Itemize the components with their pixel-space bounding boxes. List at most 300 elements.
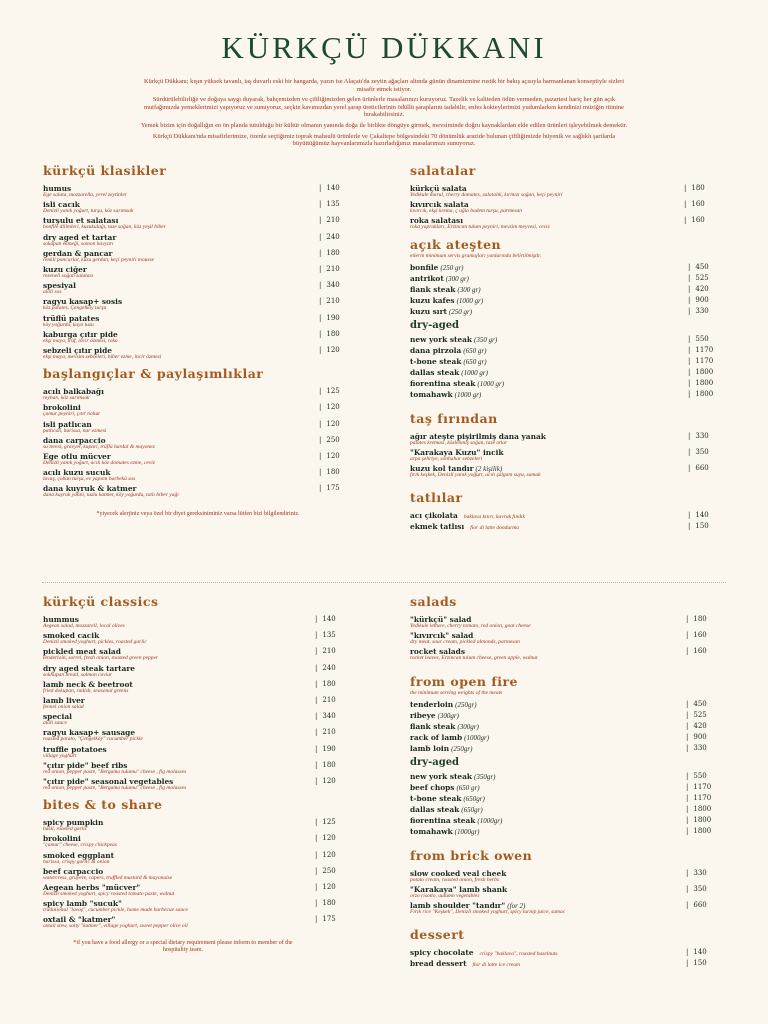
item-price (688, 357, 713, 365)
menu-item (410, 296, 720, 305)
menu-item-row (410, 700, 720, 709)
item-price (319, 484, 340, 492)
menu-item (410, 216, 720, 230)
price-value: 350 (693, 884, 707, 893)
item-price (686, 722, 707, 730)
price-value: 240 (326, 232, 340, 241)
language-divider (42, 582, 726, 583)
price-separator: | (688, 389, 691, 398)
item-price (686, 794, 711, 802)
item-description: basil, roasted garlic (43, 826, 88, 833)
item-price (315, 615, 336, 623)
price-separator: | (686, 647, 689, 656)
section-title: kürkçü klasikler (43, 163, 167, 178)
item-description: fried dokupan, radish, seasonal greens (43, 687, 129, 694)
item-weight: (2 kişilik) (475, 465, 503, 474)
item-weight: (1000 gr) (456, 296, 484, 305)
item-price (688, 274, 709, 282)
item-name: rack of lamb (410, 732, 463, 742)
item-name: truffle potatoes (43, 744, 107, 754)
item-weight: (300gr) (437, 711, 459, 720)
menu-item (410, 816, 720, 825)
price-separator: | (686, 948, 689, 957)
menu-item (410, 464, 720, 478)
menu-item (410, 901, 720, 915)
menu-item (410, 959, 720, 968)
item-description: tenderloin, sorrel, fresh onion, roasted green pepper (43, 655, 159, 662)
item-price (319, 216, 340, 224)
price-value: 190 (326, 313, 340, 322)
item-weight: (650gr) (461, 805, 483, 814)
item-price (688, 285, 709, 293)
price-value: 1800 (695, 389, 714, 398)
price-separator: | (686, 699, 689, 708)
item-name: turşulu et salatası (43, 216, 119, 226)
menu-item (410, 448, 720, 462)
menu-item (410, 794, 720, 803)
item-price (686, 783, 711, 791)
item-weight: (650 gr) (463, 346, 487, 355)
price-separator: | (686, 826, 689, 835)
menu-item (43, 728, 355, 742)
item-description: ekşi maya, mevsim sebzeleri, biber ezme, incir özmesi (43, 354, 162, 361)
menu-item (43, 265, 355, 279)
menu-item-row (410, 263, 720, 272)
price-separator: | (315, 866, 318, 875)
price-value: 160 (693, 631, 707, 640)
price-value: 150 (695, 522, 709, 531)
section (43, 366, 355, 498)
price-separator: | (315, 760, 318, 769)
price-separator: | (686, 631, 689, 640)
item-price (319, 184, 340, 192)
item-price (319, 452, 340, 460)
menu-item (410, 869, 720, 883)
menu-item (43, 184, 355, 198)
price-separator: | (684, 216, 687, 225)
price-value: 140 (326, 184, 340, 192)
price-value: 1170 (695, 345, 714, 354)
section (410, 674, 720, 836)
menu-item (410, 783, 720, 792)
section-note: the minimum serving weights of the meats (410, 689, 503, 696)
price-separator: | (684, 184, 687, 192)
menu-item (43, 761, 355, 775)
menu-item (43, 867, 355, 881)
menu-item (43, 436, 355, 450)
item-name: tomahawk (410, 826, 453, 836)
price-separator: | (319, 387, 322, 396)
menu-item-row (410, 783, 720, 792)
menu-item (410, 631, 720, 645)
menu-item (43, 851, 355, 865)
price-value: 180 (691, 184, 705, 192)
menu-item (43, 712, 355, 726)
price-value: 660 (693, 901, 707, 910)
price-separator: | (319, 313, 322, 322)
item-price (315, 696, 336, 704)
item-name: slow cooked veal cheek (410, 868, 507, 878)
menu-item (43, 452, 355, 466)
price-separator: | (688, 447, 691, 456)
price-separator: | (688, 431, 691, 440)
item-price (315, 777, 336, 785)
price-separator: | (319, 403, 322, 412)
price-value: 180 (693, 615, 707, 623)
item-name: brokolini (43, 403, 81, 413)
price-value: 1800 (693, 804, 712, 813)
item-price (686, 827, 711, 835)
item-description: çamur peyniri, çıtır nohut (43, 411, 100, 418)
price-value: 1800 (695, 378, 714, 387)
item-price (688, 511, 709, 519)
price-value: 1800 (693, 815, 712, 824)
menu-item-row (410, 379, 720, 388)
menu-item (43, 818, 355, 832)
price-value: 175 (326, 484, 340, 493)
item-price (315, 745, 336, 753)
item-price (319, 330, 340, 338)
price-value: 450 (695, 262, 709, 271)
price-value: 120 (326, 419, 340, 428)
menu-item (43, 899, 355, 913)
item-description: dry meat, sour cream, pickled almonds, parmesan (410, 639, 520, 646)
menu-item (410, 885, 720, 899)
item-price (688, 263, 709, 271)
item-weight: (650 gr) (463, 357, 487, 366)
price-value: 1800 (693, 826, 712, 835)
item-weight: (250gr) (455, 700, 477, 709)
menu-item-row (410, 335, 720, 344)
item-price (686, 869, 707, 877)
menu-item (43, 297, 355, 311)
item-description: arpa şehriye, sonbahar sebzeleri (410, 455, 483, 462)
en-left-column (43, 594, 355, 954)
item-description: oxtail stew, salty "katmer", village yoghurt, sweet pepper olive oil (43, 923, 188, 930)
item-name: new york steak (410, 771, 473, 781)
item-description: roka yaprakları, Erzincan tulum peyniri, mevsim meyvesi, ceviz (410, 224, 550, 231)
item-name: kuzu sırt (410, 306, 447, 316)
item-weight: (250gr) (451, 744, 473, 753)
price-value: 180 (326, 248, 340, 257)
item-description: lavaş, çoban turşu, ev yapımı barbekü sos (43, 476, 136, 483)
item-description: patlıcan, harissa, nar ezmesi (43, 427, 107, 434)
price-separator: | (688, 273, 691, 282)
price-value: 340 (322, 712, 336, 721)
menu-item-row (410, 390, 720, 399)
item-name: "kürkçü" salad (410, 615, 472, 624)
item-description: su teresi, gravyer, kapari, trüflü hardal & mayonez (43, 443, 155, 450)
section (410, 411, 720, 479)
price-value: 160 (693, 647, 707, 656)
price-value: 210 (326, 216, 340, 225)
menu-item (43, 631, 355, 645)
item-description: kıvırcık, ekşi krema, ç ağla badem turşu, parmesan (410, 208, 523, 215)
price-value: 250 (322, 866, 336, 875)
item-price (686, 744, 707, 752)
item-name: dallas steak (410, 367, 460, 377)
item-name: lamb neck & beetroot (43, 679, 133, 689)
menu-item (410, 274, 720, 283)
item-price (319, 387, 340, 395)
item-price (688, 346, 713, 354)
item-weight: (1000 gr) (477, 379, 505, 388)
menu-item (43, 777, 355, 791)
section-title: salads (410, 594, 457, 609)
item-price (319, 346, 340, 354)
item-description: rocket leaves, Erzincan tulum cheese, green apple, walnut (410, 655, 538, 662)
menu-item (43, 387, 355, 401)
section (410, 848, 720, 916)
menu-item-row (410, 274, 720, 283)
item-name: dallas steak (410, 804, 460, 814)
price-separator: | (319, 329, 322, 338)
item-description: crispy "baklava", roasted hazelnuts (479, 951, 558, 958)
section (43, 594, 355, 791)
item-description: Yedikule lettuce, cherry tomato, red onion, goat cheese (410, 623, 531, 629)
price-separator: | (688, 378, 691, 387)
item-name: rocket salads (410, 647, 466, 657)
price-value: 120 (326, 346, 340, 355)
menu-item (43, 484, 355, 498)
price-value: 1170 (695, 356, 714, 365)
item-price (319, 436, 340, 444)
item-price (315, 761, 336, 769)
item-name: "Karakaya" lamb shank (410, 884, 508, 894)
item-price (686, 816, 711, 824)
item-price (315, 664, 336, 672)
item-weight: (300gr) (457, 722, 479, 731)
menu-item-row (410, 959, 720, 968)
menu-item-row (410, 296, 720, 305)
price-value: 550 (693, 771, 707, 780)
menu-item (410, 805, 720, 814)
item-description: Ege salata, mozzarella, yerel zeytinler (43, 192, 127, 198)
item-description: bonfile dilimleri, kuzukulağı, taze soğan, köz yeşil biber (43, 224, 166, 231)
item-price (686, 647, 707, 655)
item-price (688, 464, 709, 472)
item-name: ragyu kasap+ sosis (43, 297, 123, 307)
price-separator: | (315, 834, 318, 843)
menu-item (43, 647, 355, 661)
item-price (315, 899, 336, 907)
price-separator: | (688, 464, 691, 473)
item-price (686, 711, 707, 719)
item-name: kürkçü salata (410, 184, 467, 193)
item-weight: (1000 gr) (454, 390, 482, 399)
section-note: etlerin minimum servis gramajları yanlarında belirtilmiştir. (410, 252, 542, 259)
item-price (315, 851, 336, 859)
price-separator: | (686, 884, 689, 893)
menu-item (410, 200, 720, 214)
menu-item (410, 263, 720, 272)
menu-item-row (410, 368, 720, 377)
price-separator: | (688, 356, 691, 365)
price-separator: | (686, 959, 689, 968)
price-separator: | (315, 915, 318, 924)
item-name: flank steak (410, 284, 456, 294)
item-weight: (for 2) (507, 902, 526, 911)
price-separator: | (686, 710, 689, 719)
price-separator: | (686, 901, 689, 910)
item-price (686, 615, 707, 623)
price-value: 450 (693, 699, 707, 708)
menu-item (410, 711, 720, 720)
section-title: from open fire (410, 673, 519, 689)
price-value: 550 (695, 334, 709, 343)
item-description: sokupan ekmeği, somon havyarı (43, 240, 114, 247)
item-name: dana kuyruk & katmer (43, 484, 137, 494)
menu-item (410, 346, 720, 355)
price-value: 120 (322, 834, 336, 843)
item-name: dana pirzola (410, 345, 462, 355)
item-description: roasted potato, "Çengelköy" cucumber pickle (43, 736, 143, 743)
item-description: renkli pancarlar, kuzu gerdan, keçi peyniri mousse (43, 256, 155, 263)
item-weight: (1000gr) (477, 816, 503, 825)
item-description: fior di latte ice cream (472, 962, 520, 969)
price-value: 150 (693, 959, 707, 968)
intro-text (140, 78, 628, 151)
tr-left-column (43, 163, 355, 518)
menu-item (410, 615, 720, 629)
menu-item (43, 420, 355, 434)
item-name: dry aged et tartar (43, 232, 117, 242)
item-price (688, 379, 713, 387)
price-separator: | (688, 295, 691, 304)
price-value: 175 (322, 915, 336, 924)
item-name: kıvırcık salata (410, 200, 469, 210)
item-description: tradational "lavaş", cucumber pickle, home made barbecue sauce (43, 907, 188, 914)
price-separator: | (319, 200, 322, 209)
en-right-column (410, 594, 720, 970)
menu-item (410, 184, 720, 198)
menu-item (43, 680, 355, 694)
item-price (688, 390, 713, 398)
price-separator: | (315, 663, 318, 672)
menu-item (43, 696, 355, 710)
price-separator: | (688, 522, 691, 531)
item-description: orzo risotto, autumn vegetables (410, 892, 480, 899)
item-price (688, 368, 713, 376)
menu-item (43, 664, 355, 678)
item-price (315, 883, 336, 891)
item-description: village yoghurt (43, 752, 77, 759)
item-name: t-bone steak (410, 793, 462, 803)
item-name: fiorentina steak (410, 378, 476, 388)
item-name: kuzu kol tandır (410, 464, 474, 474)
price-value: 525 (693, 710, 707, 719)
item-weight: (1000gr) (454, 827, 480, 836)
item-name: spesiyal (43, 281, 76, 291)
item-name: beef carpaccio (43, 866, 104, 876)
item-description: rezeneli soğan salatası (43, 273, 94, 280)
item-description: reyhan, köz sarımsak (43, 395, 90, 402)
price-separator: | (315, 615, 318, 623)
price-separator: | (688, 284, 691, 293)
price-value: 135 (326, 200, 340, 209)
item-description: fior di latte dondurma (470, 525, 519, 532)
item-price (315, 712, 336, 720)
menu-item (410, 379, 720, 388)
item-name: Ege otlu mücver (43, 452, 111, 462)
item-name: gerdan & pancar (43, 248, 113, 258)
section-title: kürkçü classics (43, 594, 159, 609)
item-price (688, 448, 709, 456)
menu-item (410, 722, 720, 731)
item-name: acılı balkabağı (43, 387, 104, 397)
item-name: t-bone steak (410, 356, 462, 366)
menu-item (43, 330, 355, 344)
item-weight: (350 gr) (474, 335, 498, 344)
price-value: 350 (695, 447, 709, 456)
menu-item-row (410, 772, 720, 781)
item-price (686, 631, 707, 639)
price-value: 250 (326, 435, 340, 444)
item-weight: (1000gr) (464, 733, 490, 742)
menu-item-row (410, 711, 720, 720)
price-separator: | (315, 647, 318, 656)
menu-item (43, 249, 355, 263)
item-description: watercress, gruyere, capers, truffled mustard & mayonaise (43, 874, 173, 881)
item-price (315, 818, 336, 826)
price-value: 210 (322, 696, 336, 705)
section-title: başlangıçlar & paylaşımlıklar (43, 366, 264, 382)
item-name: hummus (43, 615, 79, 624)
section-title: from brick owen (410, 847, 533, 863)
menu-item (410, 368, 720, 377)
price-value: 1800 (695, 367, 714, 376)
menu-title: KÜRKÇÜ DÜKKANI (221, 30, 547, 65)
item-weight: (250 gr) (440, 263, 464, 272)
menu-item-row (410, 948, 720, 957)
item-name: ragyu kasap+ sausage (43, 728, 136, 738)
subsection-title: dry-aged (410, 319, 460, 331)
item-name: bread dessert (410, 959, 467, 969)
price-separator: | (688, 306, 691, 315)
item-weight: (650 gr) (456, 783, 480, 792)
price-separator: | (686, 732, 689, 741)
menu-item-row (410, 827, 720, 836)
price-value: 330 (695, 306, 709, 315)
item-name: isli cacık (43, 200, 80, 210)
price-value: 160 (691, 216, 705, 225)
item-name: ağır ateşte pişirilmiş dana yanak (410, 431, 546, 441)
item-price (315, 834, 336, 842)
price-value: 180 (322, 760, 336, 769)
menu-item (410, 335, 720, 344)
price-value: 340 (326, 281, 340, 290)
price-separator: | (319, 419, 322, 428)
menu-item (43, 834, 355, 848)
item-description: dana kuyruk yahni, tuzlu katmer, köy yoğurdu, tatlı biber yağı (43, 492, 179, 499)
price-separator: | (315, 850, 318, 859)
menu-item-row (410, 733, 720, 742)
price-value: 120 (322, 777, 336, 786)
menu-item (43, 883, 355, 897)
intro-paragraph: Kürkçü Dükkanı; kışın yüksek tavanlı, taş duvarlı eski bir hangarda, yazın ise Alaçatı'da zeytin ağaçları altında günün dinamizmine rustik bir bakış açısıyla harmanlanan konseptiyle sizleri misafir etmek istiyor. (144, 78, 624, 93)
item-name: kuzu kafes (410, 295, 455, 305)
item-price (688, 296, 709, 304)
menu-item (43, 314, 355, 328)
menu-item-row (410, 522, 720, 531)
price-separator: | (315, 728, 318, 737)
price-value: 140 (695, 511, 709, 520)
item-name: dry aged steak tartare (43, 663, 135, 673)
item-weight: (350gr) (474, 772, 496, 781)
item-price (686, 901, 707, 909)
price-separator: | (319, 468, 322, 477)
price-separator: | (319, 184, 322, 192)
